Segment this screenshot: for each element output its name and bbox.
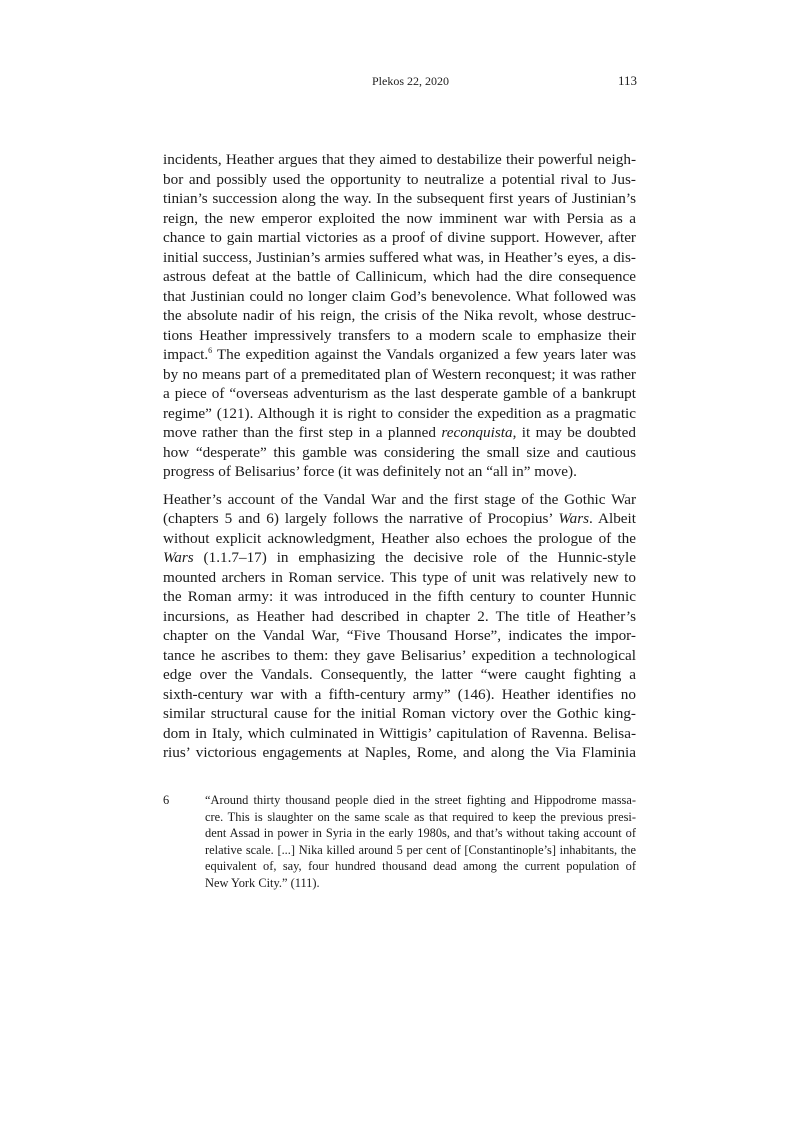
running-head: [0, 74, 799, 92]
footnote-line: cre. This is slaughter on the same scale as that required to keep the previous presi-: [205, 809, 636, 824]
text-line: [163, 423, 636, 443]
footnote-line: “Around thirty thousand people died in the street fighting and Hippodrome massa-: [205, 793, 636, 807]
text-line: astrous defeat at the battle of Callinicum, which had the dire consequence: [163, 268, 636, 285]
footnotes: [163, 792, 636, 892]
text-line: chance to gain martial victories as a proof of divine support. However, after: [163, 229, 636, 246]
text-segment: . Albeit: [589, 510, 636, 527]
footnote-6: [163, 792, 636, 892]
text-line: rius’ victorious engagements at Naples, Rome, and along the Via Flaminia: [163, 744, 636, 761]
text-segment: , it may be doubted: [512, 424, 636, 441]
text-line: progress of Belisarius’ force (it was definitely not an “all in” move).: [163, 463, 577, 480]
text-line: chapter on the Vandal War, “Five Thousand Horse”, indicates the impor-: [163, 627, 636, 644]
text-line: incursions, as Heather had described in chapter 2. The title of Heather’s: [163, 607, 636, 625]
text-line: the Roman army: it was introduced in the fifth century to counter Hunnic: [163, 588, 636, 605]
text-line: incidents, Heather argues that they aimed to destabilize their powerful neigh-: [163, 151, 636, 168]
text-line: [163, 509, 636, 529]
text-line: tance he ascribes to them: they gave Belisarius’ expedition a technological: [163, 646, 636, 664]
footnote-line: relative scale. [...] Nika killed around 5 per cent of [Constantinople’s] inhabitants, the: [205, 842, 636, 857]
text-line: [163, 548, 636, 568]
text-line: without explicit acknowledgment, Heather also echoes the prologue of the: [163, 529, 636, 547]
text-segment: (1.1.7–17) in emphasizing the decisive role of the Hunnic-style: [193, 549, 636, 566]
text-line: the absolute nadir of his reign, the crisis of the Nika revolt, whose destruc-: [163, 307, 636, 324]
text-line: initial success, Justinian’s armies suffered what was, in Heather’s eyes, a dis-: [163, 248, 636, 266]
text-line: Heather’s account of the Vandal War and the first stage of the Gothic War: [163, 490, 636, 508]
footnote-reference[interactable]: 6: [208, 346, 213, 355]
footnote-line: dent Assad in power in Syria in the early 1980s, and that’s without taking account of: [205, 826, 636, 841]
text-line: reign, the new emperor exploited the now imminent war with Persia as a: [163, 209, 636, 227]
journal-title: Plekos 22, 2020: [372, 74, 450, 88]
footnote-text: [205, 792, 636, 892]
text-line: edge over the Vandals. Consequently, the latter “were caught fighting a: [163, 666, 636, 683]
text-line: dom in Italy, which culminated in Wittigis’ capitulation of Ravenna. Belisa-: [163, 724, 636, 742]
text-line: by no means part of a premeditated plan of Western reconquest; it was rather: [163, 365, 636, 383]
italic-title: Wars: [163, 549, 194, 566]
footnote-number: 6: [163, 793, 170, 807]
italic-title: Wars: [558, 510, 590, 527]
text-segment: move rather than the first step in a planned: [163, 424, 442, 441]
text-line: tions Heather impressively transfers to a modern scale to emphasize their: [163, 326, 636, 344]
text-line: mounted archers in Roman service. This type of unit was relatively new to: [163, 568, 636, 586]
text-line: sixth-century war with a fifth-century army” (146). Heather identifies no: [163, 685, 636, 703]
paragraph-2: [163, 490, 636, 763]
text-line: that Justinian could no longer claim God’s benevolence. What followed was: [163, 287, 636, 305]
page-number: 113: [618, 73, 638, 88]
text-line: similar structural cause for the initial Roman victory over the Gothic king-: [163, 705, 636, 722]
text-line: bor and possibly used the opportunity to neutralize a potential rival to Jus-: [163, 170, 636, 188]
text-line: how “desperate” this gamble was considering the small size and cautious: [163, 443, 636, 461]
footnote-line: equivalent of, say, four hundred thousand dead among the current population of: [205, 859, 636, 874]
footnote-line: New York City.” (111).: [205, 875, 320, 890]
paragraph-1: [163, 150, 636, 482]
text-line: a piece of “overseas adventurism as the last desperate gamble of a bankrupt: [163, 385, 636, 402]
text-segment: impact.: [163, 346, 209, 363]
text-segment: (chapters 5 and 6) largely follows the narrative of Procopius’: [163, 510, 559, 527]
text-segment: The expedition against the Vandals organized a few years later was: [212, 346, 636, 363]
body-text: [163, 150, 636, 763]
text-line: regime” (121). Although it is right to consider the expedition as a pragmatic: [163, 404, 636, 422]
text-line: tinian’s succession along the way. In the subsequent first years of Justinian’s: [163, 190, 636, 207]
text-line: [163, 345, 636, 365]
italic-term: reconquista: [441, 424, 513, 441]
